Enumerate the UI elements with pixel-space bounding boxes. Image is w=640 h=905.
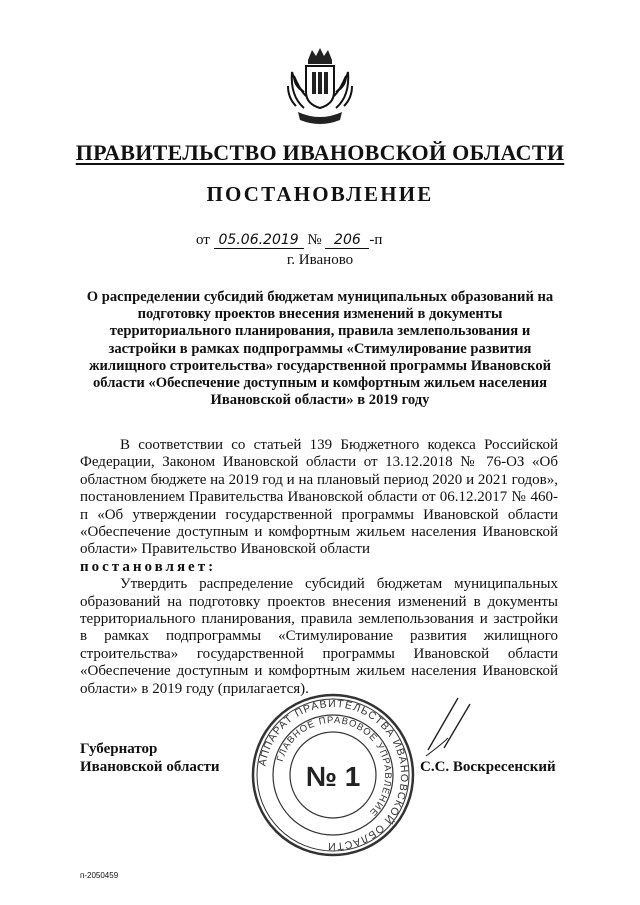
- resolves-keyword: постановляет:: [80, 558, 217, 575]
- stamp-ring-text: АППАРАТ ПРАВИТЕЛЬСТВА ИВАНОВСКОЙ ОБЛАСТИ: [256, 697, 411, 853]
- stamp-number: № 1: [305, 761, 361, 792]
- handwritten-signature: [418, 690, 478, 760]
- number-suffix: -п: [369, 232, 383, 248]
- stamp-inner-text: ГЛАВНОЕ ПРАВОВОЕ УПРАВЛЕНИЕ: [274, 714, 394, 819]
- city: г. Иваново: [286, 252, 354, 268]
- footer-code: п-2050459: [80, 871, 119, 880]
- signatory-role-line1: Губернатор: [80, 741, 158, 757]
- document-body: [80, 437, 558, 698]
- signatory-role-line2: Ивановской области: [80, 759, 220, 775]
- preamble-paragraph: В соответствии со статьей 139 Бюджетного кодекса Российской Федерации, Законом Ивановской области от 13.12.2018 № 76-ОЗ «Об областном бюджете на 2019 год и на плановый период 2020 и 2021 годов», постановлением Правительства Ивановской области от 06.12.2017 № 460-п «Об утверждении государственной программы Ивановской области «Обеспечение доступным и комфортным жильем населения Ивановской области» Правительство Ивановской области: [80, 437, 558, 558]
- number-prefix: №: [307, 232, 322, 248]
- document-date: 05.06.2019: [214, 233, 304, 249]
- date-number-line: [196, 232, 382, 249]
- date-prefix: от: [196, 232, 210, 248]
- document-number: 206: [325, 233, 369, 249]
- document-type: ПОСТАНОВЛЕНИЕ: [206, 182, 434, 206]
- government-title: ПРАВИТЕЛЬСТВО ИВАНОВСКОЙ ОБЛАСТИ: [75, 140, 565, 165]
- signatory-role: [80, 740, 220, 776]
- coat-of-arms-emblem: [282, 46, 358, 130]
- document-heading: О распределении субсидий бюджетам муниципальных образований на подготовку проектов внесения изменений в документы территориального планирования, правила землепользования и застройки в рамках подпрограммы «Стимулирование развития жилищного строительства» государственной программы Ивановской области «Обеспечение доступным и комфортным жильем населения Ивановской области» в 2019 году: [86, 289, 554, 409]
- signatory-name: С.С. Воскресенский: [420, 759, 556, 775]
- official-stamp: [248, 690, 418, 860]
- decision-paragraph: Утвердить распределение субсидий бюджетам муниципальных образований на подготовку проектов внесения изменений в документы территориального планирования, правила землепользования и застройки в рамках подпрограммы «Стимулирование развития жилищного строительства» государственной программы Ивановской области «Обеспечение доступным и комфортным жильем населения Ивановской области» в 2019 году (прилагается).: [80, 576, 558, 697]
